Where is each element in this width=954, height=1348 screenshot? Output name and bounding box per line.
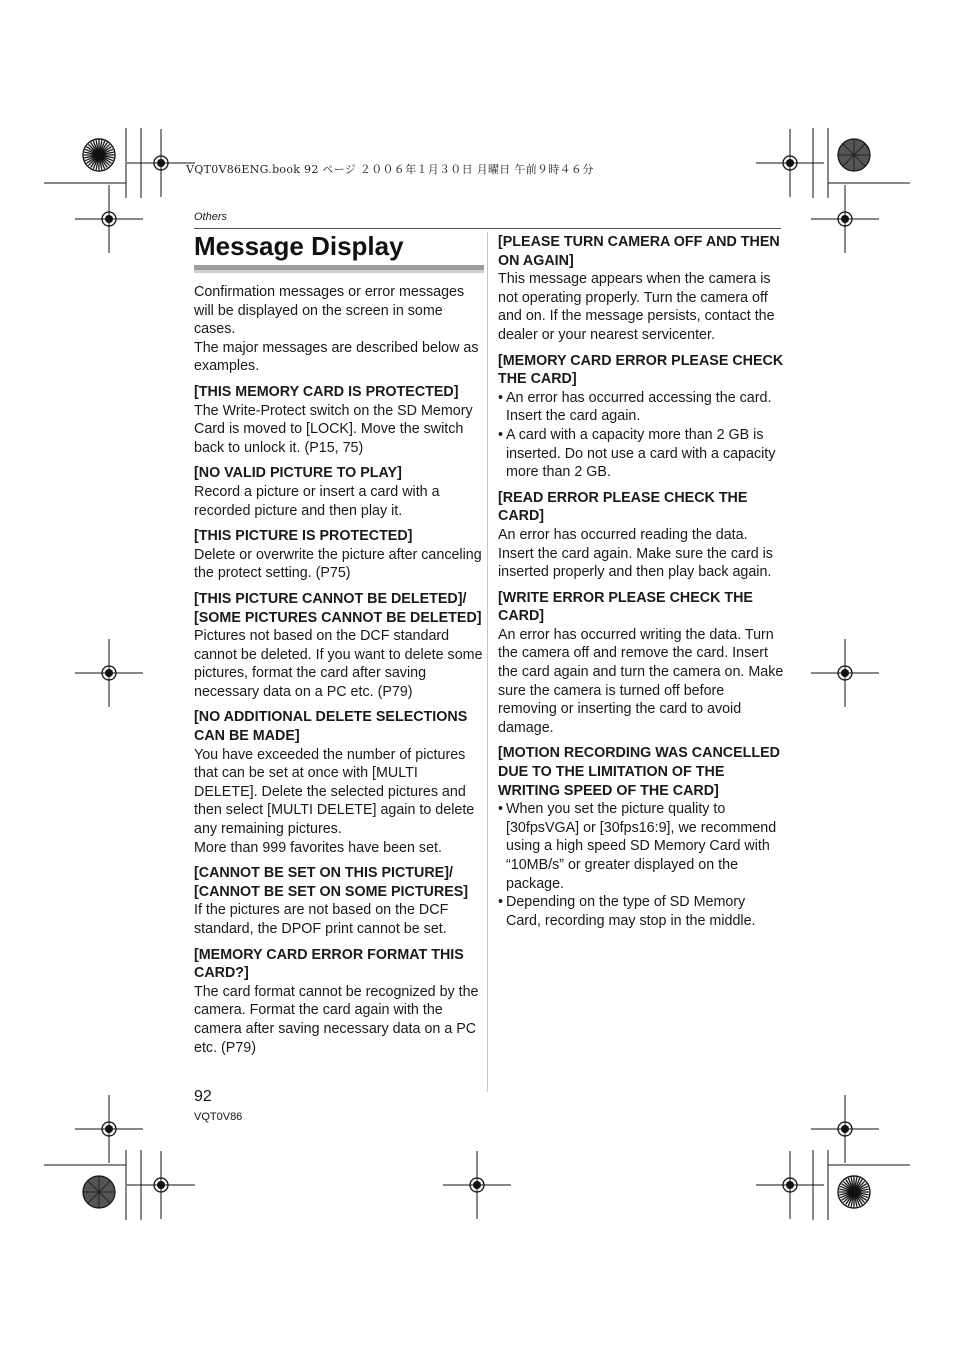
- message-entry: [194, 708, 484, 857]
- message-paragraph: An error has occurred writing the data. Turn the camera off and remove the card. Insert the card again and turn the camera on. Make sure the camera is turned off before removing or inserting the card to avoid damage.: [498, 626, 784, 736]
- bullet-item: • Depending on the type of SD Memory Card, recording may stop in the middle.: [498, 893, 784, 930]
- message-paragraph: Record a picture or insert a card with a recorded picture and then play it.: [194, 483, 440, 519]
- message-heading: [THIS MEMORY CARD IS PROTECTED]: [194, 383, 459, 400]
- message-paragraph: Pictures not based on the DCF standard cannot be deleted. If you want to delete some pictures, format the card after saving necessary data on a PC etc. (P79): [194, 628, 483, 700]
- bullet-item: • When you set the picture quality to [30fpsVGA] or [30fps16:9], we recommend using a high speed SD Memory Card with “10MB/s” or greater displayed on the package.: [498, 800, 784, 893]
- message-description: [194, 901, 484, 938]
- message-paragraph: If the pictures are not based on the DCF standard, the DPOF print cannot be set.: [194, 902, 449, 937]
- message-entry: [498, 489, 784, 582]
- message-paragraph: You have exceeded the number of pictures that can be set at once with [MULTI DELETE]. Delete the selected pictures and then select [MULTI DELETE] again to delete any remaining pictures.: [194, 746, 475, 838]
- message-entry: [498, 352, 784, 482]
- message-heading: [THIS PICTURE IS PROTECTED]: [194, 528, 413, 545]
- message-paragraph: This message appears when the camera is not operating properly. Turn the camera off and on. If the message persists, contact the dealer or your nearest servicenter.: [498, 271, 775, 343]
- message-paragraph: Delete or overwrite the picture after canceling the protect setting. (P75): [194, 546, 482, 582]
- message-heading: [READ ERROR PLEASE CHECK THE CARD]: [498, 489, 748, 525]
- left-column: [194, 229, 484, 1057]
- bullet-list: [498, 389, 784, 482]
- page-title: Message Display: [194, 231, 404, 261]
- message-heading: [MEMORY CARD ERROR FORMAT THIS CARD?]: [194, 946, 464, 982]
- message-entry: [498, 744, 784, 930]
- message-entry: [194, 590, 484, 702]
- message-heading: [NO ADDITIONAL DELETE SELECTIONS CAN BE MADE]: [194, 709, 468, 745]
- message-heading: [NO VALID PICTURE TO PLAY]: [194, 465, 402, 482]
- message-entry: [194, 383, 484, 457]
- left-message-list: [194, 383, 484, 1057]
- message-paragraph: An error has occurred reading the data. Insert the card again. Make sure the card is inserted properly and then play back again.: [498, 526, 773, 581]
- title-underline-bar: [194, 265, 484, 273]
- message-entry: [498, 233, 784, 345]
- bullet-item: • A card with a capacity more than 2 GB is inserted. Do not use a card with a capacity more than 2 GB.: [498, 426, 784, 482]
- message-entry: [194, 864, 484, 938]
- message-paragraph: The card format cannot be recognized by the camera. Format the card again with the camera after saving necessary data on a PC etc. (P79): [194, 983, 479, 1056]
- message-entry: [498, 589, 784, 738]
- print-header: VQT0V86ENG.book 92 ページ ２００６年１月３０日 月曜日 午前９時４６分: [186, 163, 594, 176]
- message-entry: [194, 946, 484, 1058]
- message-description: [194, 402, 484, 458]
- intro-paragraph: Confirmation messages or error messages will be displayed on the screen in some cases.: [194, 284, 465, 338]
- message-heading: [MOTION RECORDING WAS CANCELLED DUE TO THE LIMITATION OF THE WRITING SPEED OF THE CARD]: [498, 745, 780, 799]
- message-description: [194, 746, 484, 858]
- message-description: [498, 270, 784, 344]
- message-description: [194, 627, 484, 701]
- column-divider: [487, 232, 488, 1092]
- message-description: [498, 389, 784, 482]
- message-description: [194, 546, 484, 583]
- message-description: [498, 526, 784, 582]
- section-label: Others: [194, 211, 228, 223]
- message-heading: [MEMORY CARD ERROR PLEASE CHECK THE CARD]: [498, 352, 784, 388]
- message-description: [194, 983, 484, 1057]
- message-paragraph: More than 999 favorites have been set.: [194, 839, 442, 856]
- message-paragraph: The Write-Protect switch on the SD Memory Card is moved to [LOCK]. Move the switch back to unlock it. (P15, 75): [194, 402, 473, 456]
- message-description: [194, 483, 484, 520]
- right-message-list: [498, 233, 784, 930]
- message-heading: [CANNOT BE SET ON THIS PICTURE]/ [CANNOT BE SET ON SOME PICTURES]: [194, 865, 469, 900]
- message-description: [498, 800, 784, 930]
- right-column: [498, 233, 784, 930]
- intro-text: [194, 283, 484, 376]
- message-description: [498, 626, 784, 738]
- message-entry: [194, 527, 484, 583]
- intro-paragraph: The major messages are described below as examples.: [194, 339, 479, 375]
- message-heading: [PLEASE TURN CAMERA OFF AND THEN ON AGAIN]: [498, 234, 780, 269]
- bullet-list: [498, 800, 784, 930]
- bullet-item: • An error has occurred accessing the card. Insert the card again.: [498, 389, 784, 426]
- message-heading: [THIS PICTURE CANNOT BE DELETED]/ [SOME PICTURES CANNOT BE DELETED]: [194, 590, 482, 626]
- model-code: VQT0V86: [194, 1111, 243, 1123]
- message-entry: [194, 464, 484, 520]
- message-heading: [WRITE ERROR PLEASE CHECK THE CARD]: [498, 589, 753, 625]
- page-number: 92: [194, 1088, 212, 1105]
